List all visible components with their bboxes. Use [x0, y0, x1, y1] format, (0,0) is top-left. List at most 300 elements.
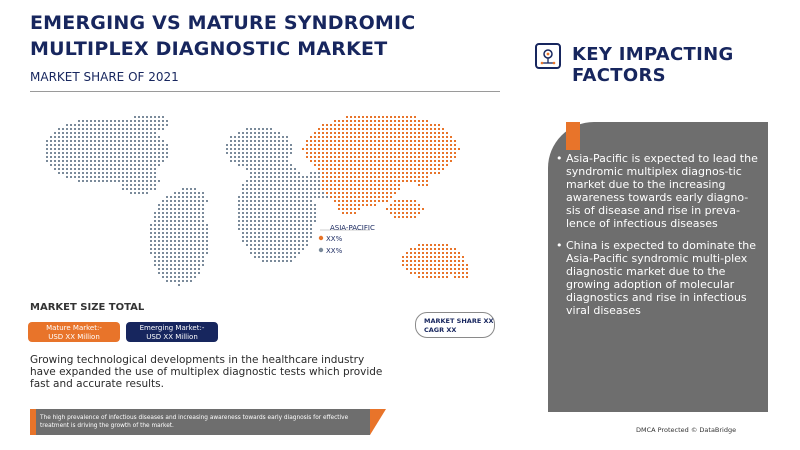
map-dot — [174, 272, 176, 274]
map-dot — [170, 264, 172, 266]
map-dot — [146, 164, 148, 166]
map-dot — [142, 128, 144, 130]
map-dot — [366, 188, 368, 190]
map-dot — [334, 120, 336, 122]
map-dot — [390, 188, 392, 190]
map-dot — [266, 156, 268, 158]
map-dot — [282, 204, 284, 206]
map-dot — [398, 184, 400, 186]
map-dot — [190, 208, 192, 210]
map-dot — [190, 276, 192, 278]
map-dot — [94, 144, 96, 146]
map-dot — [166, 276, 168, 278]
map-dot — [158, 248, 160, 250]
map-dot — [182, 244, 184, 246]
emerging-market-value: USD XX Million — [146, 333, 198, 341]
map-dot — [250, 168, 252, 170]
map-dot — [266, 128, 268, 130]
map-dot — [290, 144, 292, 146]
map-dot — [198, 252, 200, 254]
map-dot — [414, 200, 416, 202]
map-dot — [258, 152, 260, 154]
map-dot — [362, 172, 364, 174]
map-dot — [402, 152, 404, 154]
map-dot — [250, 216, 252, 218]
map-dot — [262, 200, 264, 202]
map-dot — [458, 272, 460, 274]
map-dot — [94, 156, 96, 158]
map-dot — [410, 168, 412, 170]
map-dot — [446, 144, 448, 146]
map-dot — [294, 224, 296, 226]
map-dot — [114, 136, 116, 138]
map-dot — [374, 172, 376, 174]
map-dot — [278, 168, 280, 170]
map-dot — [298, 172, 300, 174]
map-dot — [454, 148, 456, 150]
map-dot — [182, 212, 184, 214]
map-dot — [98, 132, 100, 134]
map-dot — [410, 216, 412, 218]
map-dot — [142, 192, 144, 194]
map-dot — [434, 140, 436, 142]
map-dot — [282, 260, 284, 262]
map-dot — [246, 232, 248, 234]
map-dot — [194, 264, 196, 266]
map-dot — [310, 144, 312, 146]
map-dot — [314, 208, 316, 210]
map-dot — [326, 176, 328, 178]
map-dot — [130, 180, 132, 182]
banner-accent — [30, 409, 36, 435]
map-dot — [90, 124, 92, 126]
map-dot — [446, 156, 448, 158]
map-dot — [182, 264, 184, 266]
map-dot — [394, 216, 396, 218]
map-dot — [298, 176, 300, 178]
map-dot — [278, 216, 280, 218]
map-dot — [230, 152, 232, 154]
map-dot — [326, 132, 328, 134]
map-dot — [114, 140, 116, 142]
map-dot — [110, 180, 112, 182]
map-dot — [362, 188, 364, 190]
map-dot — [322, 160, 324, 162]
map-dot — [294, 176, 296, 178]
map-dot — [358, 208, 360, 210]
map-dot — [406, 116, 408, 118]
map-dot — [322, 156, 324, 158]
map-dot — [438, 164, 440, 166]
map-dot — [258, 256, 260, 258]
map-dot — [266, 256, 268, 258]
map-dot — [238, 228, 240, 230]
map-dot — [154, 164, 156, 166]
map-dot — [162, 272, 164, 274]
map-dot — [290, 164, 292, 166]
map-dot — [358, 160, 360, 162]
map-dot — [298, 248, 300, 250]
map-dot — [458, 264, 460, 266]
map-dot — [226, 148, 228, 150]
map-dot — [378, 192, 380, 194]
map-dot — [410, 272, 412, 274]
map-dot — [122, 136, 124, 138]
map-dot — [130, 120, 132, 122]
map-dot — [438, 144, 440, 146]
map-dot — [442, 276, 444, 278]
map-dot — [266, 144, 268, 146]
map-dot — [270, 204, 272, 206]
map-dot — [266, 208, 268, 210]
map-dot — [422, 152, 424, 154]
map-dot — [102, 172, 104, 174]
map-dot — [390, 136, 392, 138]
map-dot — [66, 168, 68, 170]
map-dot — [90, 164, 92, 166]
map-dot — [362, 156, 364, 158]
map-dot — [422, 264, 424, 266]
emerging-market-pill — [126, 322, 218, 342]
map-dot — [166, 272, 168, 274]
map-dot — [274, 156, 276, 158]
map-dot — [170, 260, 172, 262]
map-dot — [358, 120, 360, 122]
divider — [30, 91, 500, 92]
map-dot — [446, 148, 448, 150]
map-dot — [370, 144, 372, 146]
cagr-label: CAGR XX — [424, 326, 457, 334]
map-dot — [266, 244, 268, 246]
map-dot — [202, 216, 204, 218]
map-dot — [154, 160, 156, 162]
map-dot — [354, 132, 356, 134]
map-dot — [254, 220, 256, 222]
map-dot — [186, 252, 188, 254]
map-dot — [142, 188, 144, 190]
map-dot — [246, 132, 248, 134]
map-dot — [382, 140, 384, 142]
map-dot — [162, 260, 164, 262]
map-dot — [298, 252, 300, 254]
map-dot — [194, 248, 196, 250]
map-dot — [426, 152, 428, 154]
map-dot — [146, 116, 148, 118]
map-dot — [130, 168, 132, 170]
map-dot — [106, 172, 108, 174]
map-dot — [122, 164, 124, 166]
map-dot — [374, 200, 376, 202]
map-dot — [138, 176, 140, 178]
map-dot — [282, 176, 284, 178]
map-dot — [114, 172, 116, 174]
map-dot — [142, 120, 144, 122]
map-dot — [286, 156, 288, 158]
map-dot — [166, 144, 168, 146]
map-dot — [402, 168, 404, 170]
map-dot — [270, 196, 272, 198]
map-dot — [114, 168, 116, 170]
map-dot — [142, 140, 144, 142]
map-dot — [166, 236, 168, 238]
map-dot — [162, 156, 164, 158]
map-dot — [150, 160, 152, 162]
map-dot — [410, 200, 412, 202]
map-dot — [254, 212, 256, 214]
map-dot — [150, 116, 152, 118]
map-dot — [162, 160, 164, 162]
map-dot — [366, 168, 368, 170]
map-dot — [386, 164, 388, 166]
map-dot — [414, 120, 416, 122]
map-dot — [170, 252, 172, 254]
map-dot — [422, 180, 424, 182]
map-dot — [266, 164, 268, 166]
map-dot — [262, 232, 264, 234]
map-dot — [174, 204, 176, 206]
map-dot — [334, 188, 336, 190]
map-dot — [242, 200, 244, 202]
map-dot — [170, 272, 172, 274]
map-dot — [202, 248, 204, 250]
map-dot — [118, 172, 120, 174]
map-dot — [150, 224, 152, 226]
map-dot — [270, 240, 272, 242]
map-dot — [410, 128, 412, 130]
map-dot — [254, 176, 256, 178]
map-dot — [66, 144, 68, 146]
map-dot — [242, 188, 244, 190]
map-dot — [378, 188, 380, 190]
map-dot — [254, 148, 256, 150]
map-dot — [338, 160, 340, 162]
map-dot — [122, 120, 124, 122]
map-dot — [246, 136, 248, 138]
map-dot — [290, 184, 292, 186]
map-dot — [94, 164, 96, 166]
map-dot — [262, 140, 264, 142]
map-dot — [110, 124, 112, 126]
map-dot — [182, 196, 184, 198]
map-dot — [306, 208, 308, 210]
map-dot — [158, 124, 160, 126]
map-dot — [314, 152, 316, 154]
map-dot — [282, 232, 284, 234]
map-dot — [370, 172, 372, 174]
map-dot — [74, 128, 76, 130]
map-dot — [178, 280, 180, 282]
map-dot — [190, 240, 192, 242]
map-dot — [454, 264, 456, 266]
map-dot — [290, 244, 292, 246]
map-dot — [282, 144, 284, 146]
map-dot — [274, 136, 276, 138]
map-dot — [62, 136, 64, 138]
map-dot — [406, 124, 408, 126]
map-dot — [370, 152, 372, 154]
map-dot — [378, 172, 380, 174]
map-dot — [154, 240, 156, 242]
map-dot — [54, 152, 56, 154]
map-dot — [334, 144, 336, 146]
map-dot — [246, 128, 248, 130]
map-dot — [398, 160, 400, 162]
map-dot — [86, 168, 88, 170]
map-dot — [290, 172, 292, 174]
map-dot — [154, 144, 156, 146]
map-dot — [246, 160, 248, 162]
map-dot — [434, 132, 436, 134]
map-dot — [266, 176, 268, 178]
map-dot — [426, 184, 428, 186]
map-dot — [342, 200, 344, 202]
map-dot — [234, 160, 236, 162]
map-dot — [306, 156, 308, 158]
map-dot — [250, 236, 252, 238]
map-dot — [310, 148, 312, 150]
map-dot — [350, 156, 352, 158]
map-dot — [410, 212, 412, 214]
map-dot — [330, 124, 332, 126]
map-dot — [166, 224, 168, 226]
map-dot — [442, 244, 444, 246]
map-dot — [162, 252, 164, 254]
map-dot — [126, 136, 128, 138]
map-dot — [438, 248, 440, 250]
map-dot — [194, 216, 196, 218]
map-dot — [326, 148, 328, 150]
map-dot — [306, 152, 308, 154]
map-dot — [406, 256, 408, 258]
map-dot — [442, 256, 444, 258]
map-dot — [94, 172, 96, 174]
map-dot — [414, 160, 416, 162]
map-dot — [94, 128, 96, 130]
map-dot — [186, 192, 188, 194]
map-dot — [106, 180, 108, 182]
map-dot — [158, 224, 160, 226]
map-dot — [254, 236, 256, 238]
map-dot — [238, 136, 240, 138]
map-dot — [86, 160, 88, 162]
map-dot — [370, 132, 372, 134]
map-dot — [454, 276, 456, 278]
map-dot — [394, 208, 396, 210]
map-dot — [198, 196, 200, 198]
map-dot — [114, 176, 116, 178]
map-dot — [426, 252, 428, 254]
map-dot — [338, 148, 340, 150]
map-dot — [94, 140, 96, 142]
map-dot — [46, 152, 48, 154]
map-dot — [130, 184, 132, 186]
map-dot — [198, 260, 200, 262]
map-dot — [422, 244, 424, 246]
map-dot — [150, 140, 152, 142]
map-dot — [118, 160, 120, 162]
map-dot — [366, 192, 368, 194]
map-dot — [286, 160, 288, 162]
map-dot — [322, 128, 324, 130]
factors-title-line-1: KEY IMPACTING — [572, 44, 734, 65]
map-dot — [122, 172, 124, 174]
map-dot — [198, 256, 200, 258]
map-dot — [170, 208, 172, 210]
map-dot — [330, 172, 332, 174]
map-dot — [446, 272, 448, 274]
map-dot — [462, 272, 464, 274]
map-dot — [198, 216, 200, 218]
map-dot — [110, 148, 112, 150]
map-dot — [194, 232, 196, 234]
map-dot — [54, 160, 56, 162]
map-dot — [450, 248, 452, 250]
map-dot — [394, 144, 396, 146]
map-dot — [318, 188, 320, 190]
map-dot — [422, 124, 424, 126]
map-dot — [178, 268, 180, 270]
map-dot — [186, 228, 188, 230]
map-dot — [134, 128, 136, 130]
map-dot — [90, 156, 92, 158]
map-dot — [158, 136, 160, 138]
map-dot — [310, 228, 312, 230]
map-dot — [338, 188, 340, 190]
map-dot — [74, 144, 76, 146]
map-dot — [178, 192, 180, 194]
map-dot — [418, 180, 420, 182]
map-dot — [322, 136, 324, 138]
map-dot — [270, 232, 272, 234]
map-dot — [342, 192, 344, 194]
map-dot — [194, 220, 196, 222]
map-dot — [82, 148, 84, 150]
map-dot — [234, 156, 236, 158]
map-dot — [422, 260, 424, 262]
map-dot — [354, 152, 356, 154]
map-dot — [366, 132, 368, 134]
map-dot — [102, 160, 104, 162]
map-dot — [366, 164, 368, 166]
map-dot — [242, 236, 244, 238]
map-dot — [382, 148, 384, 150]
map-dot — [278, 144, 280, 146]
map-dot — [90, 172, 92, 174]
map-dot — [174, 280, 176, 282]
map-dot — [158, 160, 160, 162]
map-dot — [86, 152, 88, 154]
map-dot — [358, 176, 360, 178]
map-dot — [414, 204, 416, 206]
map-dot — [238, 204, 240, 206]
map-dot — [414, 268, 416, 270]
map-dot — [362, 140, 364, 142]
map-dot — [266, 220, 268, 222]
map-dot — [310, 208, 312, 210]
map-dot — [458, 256, 460, 258]
map-dot — [114, 120, 116, 122]
map-dot — [266, 232, 268, 234]
map-dot — [454, 156, 456, 158]
map-dot — [338, 204, 340, 206]
map-dot — [126, 120, 128, 122]
map-dot — [242, 216, 244, 218]
map-dot — [342, 152, 344, 154]
map-dot — [170, 220, 172, 222]
map-dot — [430, 172, 432, 174]
map-dot — [322, 144, 324, 146]
map-dot — [190, 228, 192, 230]
